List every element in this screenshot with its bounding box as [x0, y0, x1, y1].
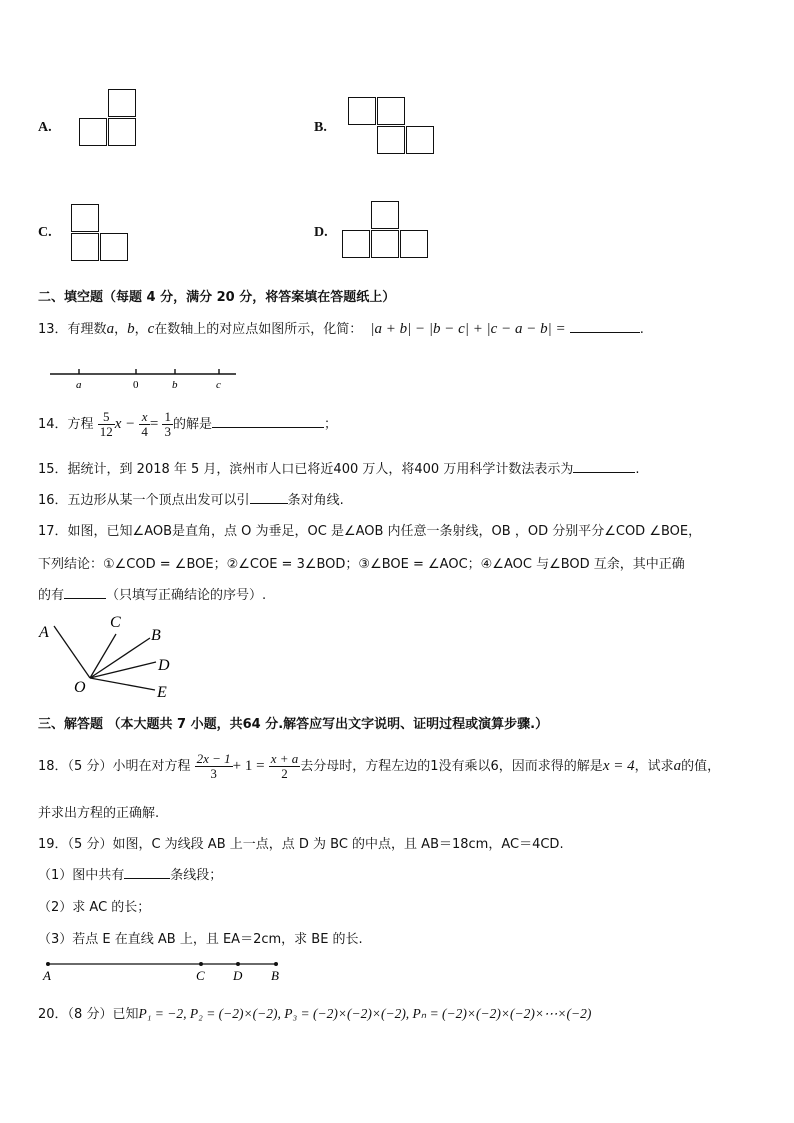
q13-text: 有理数 [67, 322, 107, 337]
number-line-label-a: a [76, 379, 82, 391]
q15-number: 15． [38, 462, 68, 477]
q14-fraction-3: $\frac{1}{3}$ [164, 409, 171, 439]
q14-fraction-1: $\frac{5}{12}$ [99, 409, 113, 439]
question-18-line-2: 并求出方程的正确解. [38, 806, 160, 821]
q19-score: （5 分） [67, 837, 113, 852]
question-13 [38, 318, 644, 338]
number-line-label-b: b [172, 379, 178, 391]
q17-angle-figure [36, 612, 186, 704]
q19-number: 19． [38, 837, 68, 852]
option-d-label: D. [314, 225, 328, 240]
question-19 [38, 833, 564, 852]
q16-text: 五边形从某一个顶点出发可以引 [67, 493, 250, 508]
number-line-label-c: c [216, 379, 221, 391]
q18-text4: 的值， [681, 759, 721, 774]
q17-line3a: 的有 [38, 588, 65, 603]
q14-text: 方程 [67, 417, 94, 432]
q19-p1a: （1）图中共有 [38, 868, 125, 883]
q16-number: 16． [38, 493, 68, 508]
option-c-label: C. [38, 225, 52, 240]
question-17-line-3 [38, 584, 266, 603]
q20-expression: P₁ = −2, P₂ = (−2)×(−2), P₃ = (−2)×(−2)×(−2), Pₙ = (−2)×(−2)×(−2)×⋯×(−2) [138, 1006, 592, 1021]
q19-part-1 [38, 864, 222, 883]
q19-answer-blank[interactable] [124, 878, 170, 879]
q13-end: . [639, 322, 644, 337]
q15-answer-blank[interactable] [573, 472, 635, 473]
q13-expression: |a + b| − |b − c| + |c − a − b| = [370, 321, 566, 337]
q14-end: ； [324, 417, 338, 432]
section2-heading: 二、填空题（每题 4 分，满分 20 分，将答案填在答题纸上） [38, 290, 396, 305]
q15-end: . [635, 462, 640, 477]
angle-label-e: E [157, 684, 167, 701]
q18-var-a: a [673, 758, 682, 774]
q18-text3: ，试求 [634, 759, 674, 774]
q17-answer-blank[interactable] [64, 598, 106, 599]
q18-fraction-2: $\frac{x + a}{2}$ [270, 751, 299, 781]
segment-label-b: B [271, 968, 279, 983]
option-a-label: A. [38, 120, 52, 135]
q19-p1b: 条线段； [170, 868, 223, 883]
q20-number: 20． [38, 1007, 68, 1022]
q13-var-a: a [106, 321, 115, 337]
angle-label-a: A [39, 624, 49, 641]
q20-text: 已知 [112, 1007, 139, 1022]
q19-text: 如图，C 为线段 AB 上一点，点 D 为 BC 的中点，且 AB＝18cm，AC＝4CD. [112, 837, 564, 852]
q14-mid1: x − [114, 416, 136, 432]
question-15 [38, 458, 639, 477]
q18-number: 18． [38, 759, 68, 774]
q14-number: 14． [38, 417, 68, 432]
q15-text: 据统计，到 2018 年 5 月，滨州市人口已将近400 万人，将400 万用科学计数法表示为 [67, 462, 574, 477]
question-17-line-1 [38, 520, 701, 539]
q18-text: 小明在对方程 [112, 759, 191, 774]
segment-label-c: C [196, 968, 205, 983]
q17-number: 17． [38, 524, 68, 539]
question-20 [38, 1003, 591, 1022]
q14-fraction-2: $\frac{x}{4}$ [141, 409, 148, 439]
q18-mid: + 1 = [232, 758, 265, 774]
q14-mid2: = [149, 416, 159, 432]
q14-answer-blank[interactable] [212, 427, 324, 428]
q17-line3b: （只填写正确结论的序号）. [106, 588, 267, 603]
q13-sep2: ， [134, 322, 148, 337]
q19-part-2: （2）求 AC 的长； [38, 900, 151, 915]
question-17-line-2: 下列结论：①∠COD = ∠BOE；②∠COE = 3∠BOD；③∠BOE = ∠AOC；④∠AOC 与∠BOD 互余，其中正确 [38, 557, 685, 572]
q13-number: 13． [38, 322, 68, 337]
q19-part-3: （3）若点 E 在直线 AB 上，且 EA＝2cm，求 BE 的长. [38, 932, 363, 947]
q17-line1: 如图，已知∠AOB是直角，点 O 为垂足，OC 是∠AOB 内任意一条射线，OB ，OD 分别平分∠COD ∠BOE， [67, 524, 702, 539]
q13-text2: 在数轴上的对应点如图所示，化简： [154, 322, 363, 337]
q18-score: （5 分） [67, 759, 113, 774]
q13-answer-blank[interactable] [570, 332, 640, 333]
section3-heading: 三、解答题 （本大题共 7 小题，共64 分.解答应写出文字说明、证明过程或演算步骤.） [38, 717, 549, 732]
angle-label-d: D [158, 657, 170, 674]
number-line-label-zero: 0 [133, 379, 139, 391]
q13-sep1: ， [114, 322, 128, 337]
segment-label-d: D [233, 968, 243, 983]
segment-label-a: A [43, 968, 51, 983]
angle-label-o: O [74, 679, 86, 696]
q18-text2: 去分母时，方程左边的1没有乘以6，因而求得的解是 [300, 759, 603, 774]
q18-fraction-1: $\frac{2x - 1}{3}$ [196, 751, 231, 781]
question-14 [38, 410, 337, 439]
q16-answer-blank[interactable] [250, 503, 288, 504]
q13-var-c: c [147, 321, 155, 337]
question-18 [38, 752, 720, 781]
q20-score: （8 分） [67, 1007, 113, 1022]
q13-number-line [46, 364, 246, 394]
q13-var-b: b [127, 321, 135, 337]
q16-text2: 条对角线. [287, 493, 344, 508]
option-b-label: B. [314, 120, 327, 135]
question-16 [38, 489, 344, 508]
q19-segment-figure [40, 955, 290, 985]
q18-solution: x = 4 [602, 758, 635, 774]
angle-label-b: B [151, 627, 161, 644]
q14-text2: 的解是 [172, 417, 212, 432]
angle-label-c: C [110, 614, 121, 631]
